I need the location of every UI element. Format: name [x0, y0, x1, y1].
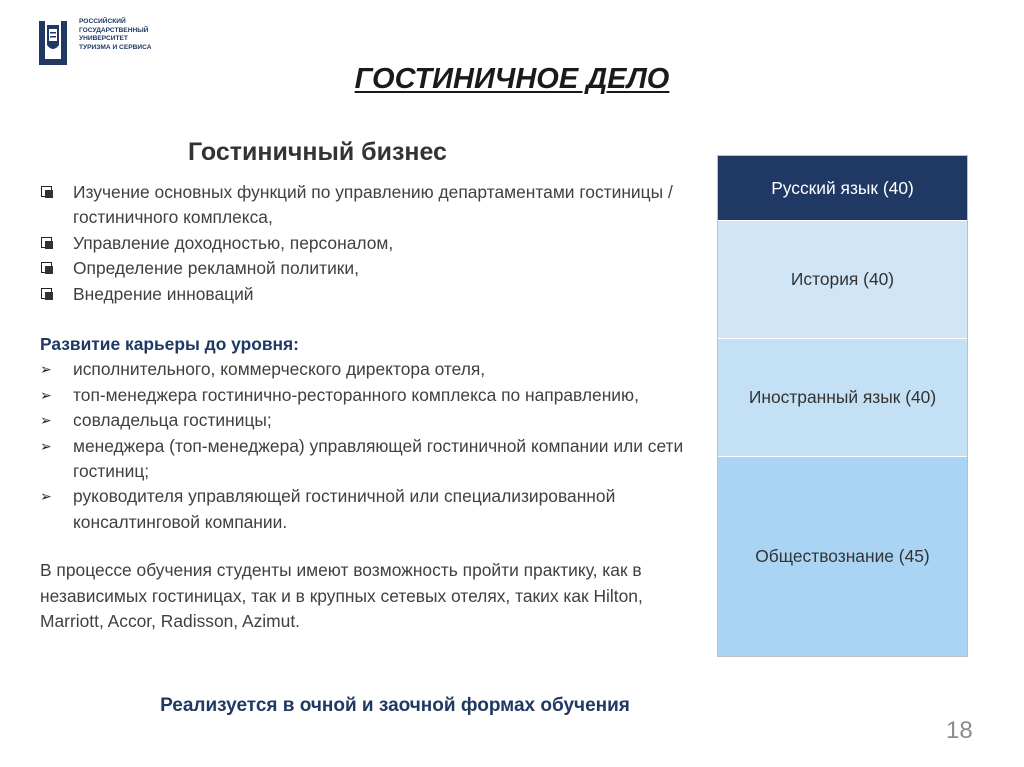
- arrow-bullet-icon: ➢: [40, 386, 52, 403]
- subject-cell: История (40): [718, 221, 967, 339]
- subject-cell: Русский язык (40): [718, 156, 967, 221]
- list-item: Определение рекламной политики,: [40, 256, 700, 281]
- checkbox-bullet-icon: [41, 288, 52, 299]
- list-item: Управление доходностью, персоналом,: [40, 231, 700, 256]
- section-subtitle: Гостиничный бизнес: [188, 138, 447, 166]
- list-item: ➢ топ-менеджера гостинично-ресторанного комплекса по направлению,: [40, 383, 700, 408]
- career-heading: Развитие карьеры до уровня:: [40, 334, 299, 355]
- list-item: ➢ менеджера (топ-менеджера) управляющей гостиничной компании или сети гостиниц;: [40, 435, 684, 482]
- checkbox-bullet-icon: [41, 186, 52, 197]
- entrance-subjects-panel: [717, 155, 968, 657]
- arrow-bullet-icon: ➢: [40, 361, 52, 378]
- subject-cell: Иностранный язык (40): [718, 339, 967, 457]
- list-item: ➢ исполнительного, коммерческого директора отеля,: [40, 357, 700, 382]
- list-item: ➢ руководителя управляющей гостиничной или специализированной консалтинговой компании.: [40, 486, 616, 532]
- checkbox-bullet-icon: [41, 262, 52, 273]
- study-forms-note: Реализуется в очной и заочной формах обучения: [160, 695, 630, 716]
- list-item: Изучение основных функций по управлению департаментами гостиницы /гостиничного комплекса,: [40, 180, 700, 231]
- subject-cell: Обществознание (45): [718, 457, 967, 656]
- content-column: [40, 180, 700, 635]
- practice-paragraph: В процессе обучения студенты имеют возможность пройти практику, как в независимых гостиницах, так и в крупных сетевых отелях, таких как Hilton, Marriott, Accor, Radisson, Azimut.: [40, 560, 643, 632]
- list-item: Внедрение инноваций: [40, 282, 700, 307]
- career-list: [40, 357, 700, 535]
- page-number: 18: [946, 717, 973, 744]
- page-title: ГОСТИНИЧНОЕ ДЕЛО: [354, 63, 670, 95]
- arrow-bullet-icon: ➢: [40, 437, 52, 454]
- university-name: РОССИЙСКИЙ ГОСУДАРСТВЕННЫЙ УНИВЕРСИТЕТ ТУРИЗМА И СЕРВИСА: [79, 18, 152, 51]
- functions-list: [40, 180, 700, 307]
- university-emblem-icon: [38, 15, 68, 69]
- checkbox-bullet-icon: [41, 237, 52, 248]
- arrow-bullet-icon: ➢: [40, 488, 52, 505]
- list-item: ➢ совладельца гостиницы;: [40, 408, 700, 433]
- arrow-bullet-icon: ➢: [40, 412, 52, 429]
